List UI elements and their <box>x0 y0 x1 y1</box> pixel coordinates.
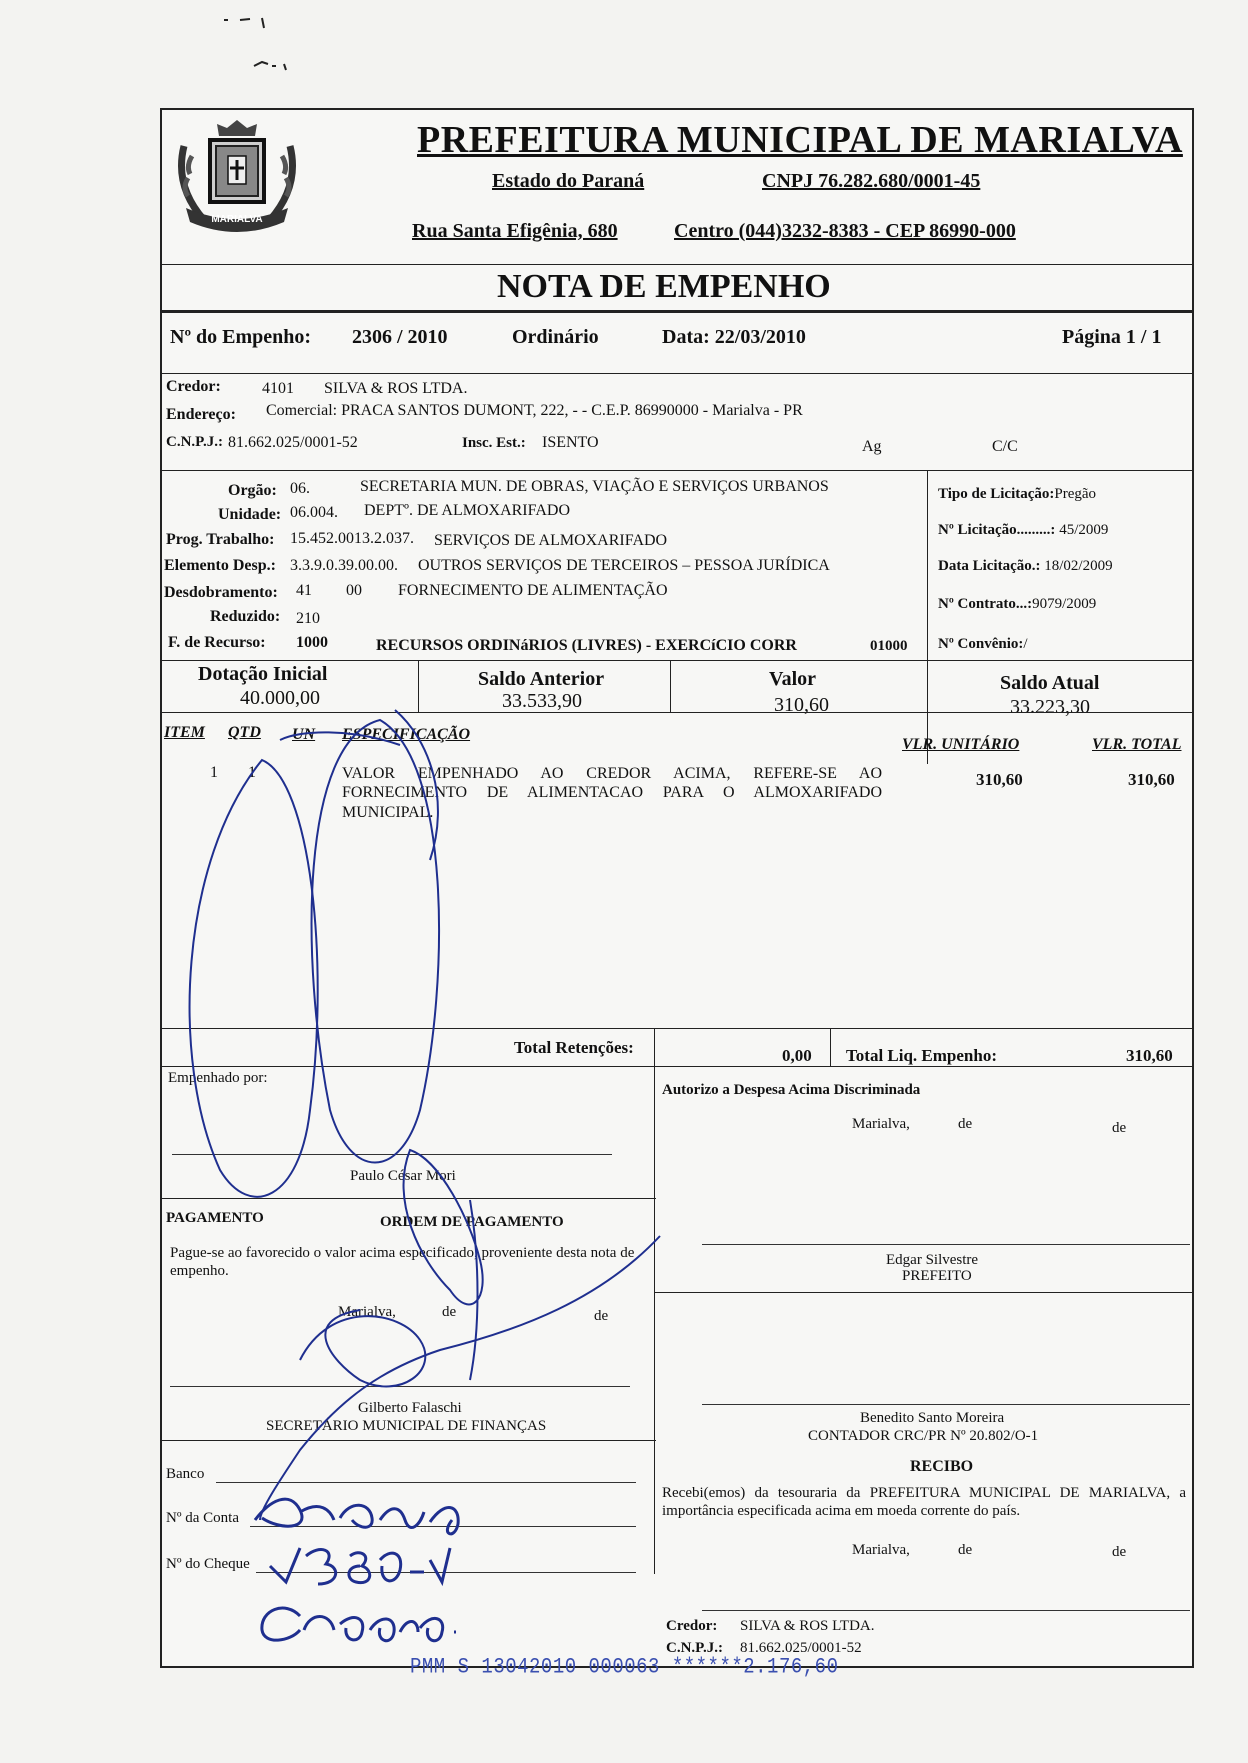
recurso-label: F. de Recurso: <box>168 634 266 651</box>
total-liquido-value: 310,60 <box>1126 1046 1173 1065</box>
col-especificacao: ESPECIFICAÇÃO <box>342 726 471 743</box>
reduzido-label: Reduzido: <box>210 608 281 625</box>
elemento-code: 3.3.9.0.39.00.00. <box>290 557 398 574</box>
pagamento-label: PAGAMENTO <box>166 1210 264 1226</box>
recibo-title: RECIBO <box>910 1458 974 1475</box>
recurso-value: RECURSOS ORDINáRIOS (LIVRES) - EXERCíCIO CORR <box>376 637 797 654</box>
recibo-cnpj-value: 81.662.025/0001-52 <box>740 1640 862 1656</box>
logo-banner-text: MARIALVA <box>211 214 263 225</box>
saldo-anterior-label: Saldo Anterior <box>478 668 605 690</box>
desdobramento-b: 00 <box>346 582 362 599</box>
prefeito-cargo: PREFEITO <box>902 1268 972 1284</box>
prefeito-nome: Edgar Silvestre <box>886 1252 979 1268</box>
item-number: 1 <box>210 764 218 781</box>
reduzido-value: 210 <box>296 610 320 627</box>
prog-value: SERVIÇOS DE ALMOXARIFADO <box>434 532 668 549</box>
coat-of-arms-logo <box>172 116 302 240</box>
item-qtd: 1 <box>248 764 256 781</box>
orgao-code: 06. <box>290 480 310 497</box>
credor-label: Credor: <box>166 378 221 395</box>
autorizo-de-2: de <box>1112 1120 1127 1136</box>
empenho-number: 2306 / 2010 <box>352 326 448 348</box>
recibo-text: Recebi(emos) da tesouraria da PREFEITURA MUNICIPAL DE MARIALVA, a importância especificada acima em moeda corrente do país. <box>662 1485 1186 1519</box>
col-vlr-total: VLR. TOTAL <box>1092 736 1182 753</box>
dotacao-inicial-label: Dotação Inicial <box>198 663 328 685</box>
page-number: Página 1 / 1 <box>1062 326 1162 348</box>
recurso-number: 01000 <box>870 638 908 654</box>
pagamento-de-1: de <box>442 1304 457 1320</box>
licitacao-tipo-label: Tipo de Licitação:Pregão <box>938 486 1097 502</box>
autorizo-marialva: Marialva, <box>852 1116 910 1132</box>
cnpj-header: CNPJ 76.282.680/0001-45 <box>762 170 981 192</box>
credor-name: SILVA & ROS LTDA. <box>324 380 468 397</box>
secretario-cargo: SECRETÁRIO MUNICIPAL DE FINANÇAS <box>266 1418 547 1434</box>
empenho-date: Data: 22/03/2010 <box>662 326 806 348</box>
item-specification-end: MUNICIPAL. <box>342 804 434 821</box>
cheque-label: Nº do Cheque <box>166 1556 250 1572</box>
unidade-value: DEPTº. DE ALMOXARIFADO <box>364 502 570 519</box>
col-item: ITEM <box>164 724 205 741</box>
item-total-value: 310,60 <box>1128 770 1175 789</box>
empenho-number-label: Nº do Empenho: <box>170 326 312 348</box>
desdobramento-label: Desdobramento: <box>164 584 278 601</box>
contact-header: Centro (044)3232-8383 - CEP 86990-000 <box>674 220 1016 242</box>
endereco-label: Endereço: <box>166 406 236 423</box>
empenho-type: Ordinário <box>512 326 599 348</box>
pagamento-de-2: de <box>594 1308 609 1324</box>
col-un: UN <box>292 726 316 743</box>
nota-empenho-form <box>160 108 1194 1668</box>
ag-label: Ag <box>862 438 882 455</box>
contador-nome: Benedito Santo Moreira <box>860 1410 1005 1426</box>
recibo-cnpj-label: C.N.P.J.: <box>666 1640 723 1656</box>
credor-code: 4101 <box>262 380 294 397</box>
pague-text: Pague-se ao favorecido o valor acima especificado, proveniente desta nota de empenho. <box>170 1245 635 1279</box>
empenhado-por-label: Empenhado por: <box>168 1070 268 1086</box>
orgao-label: Orgão: <box>228 482 277 499</box>
licitacao-data-label: Data Licitação.: 18/02/2009 <box>938 558 1113 574</box>
recibo-de-2: de <box>1112 1544 1127 1560</box>
contador-cargo: CONTADOR CRC/PR Nº 20.802/O-1 <box>808 1428 1039 1444</box>
licitacao-num-label: Nº Licitação.........: 45/2009 <box>938 522 1109 538</box>
recibo-marialva: Marialva, <box>852 1542 910 1558</box>
insc-label: Insc. Est.: <box>462 435 526 451</box>
saldo-atual-value: 33.223,30 <box>1010 696 1090 718</box>
contrato-label: Nº Contrato...:9079/2009 <box>938 596 1097 612</box>
unidade-code: 06.004. <box>290 504 338 521</box>
total-retencoes-label: Total Retenções: <box>514 1038 634 1057</box>
orgao-value: SECRETARIA MUN. DE OBRAS, VIAÇÃO E SERVIÇOS URBANOS <box>360 478 829 495</box>
valor-label: Valor <box>769 668 817 690</box>
saldo-atual-label: Saldo Atual <box>1000 672 1100 694</box>
prog-label: Prog. Trabalho: <box>166 531 275 548</box>
recibo-de-1: de <box>958 1542 973 1558</box>
total-liquido-label: Total Liq. Empenho: <box>846 1046 997 1065</box>
insc-value: ISENTO <box>542 434 599 451</box>
valor-value: 310,60 <box>774 694 829 716</box>
desdobramento-value: FORNECIMENTO DE ALIMENTAÇÃO <box>398 582 668 599</box>
cnpj-value: 81.662.025/0001-52 <box>228 434 358 451</box>
cnpj-label: C.N.P.J.: <box>166 434 223 450</box>
total-retencoes-value: 0,00 <box>782 1046 812 1065</box>
col-vlr-unitario: VLR. UNITÁRIO <box>902 736 1020 753</box>
recurso-code: 1000 <box>296 634 328 651</box>
unidade-label: Unidade: <box>218 506 282 523</box>
conta-label: Nº da Conta <box>166 1510 239 1526</box>
endereco-value: Comercial: PRACA SANTOS DUMONT, 222, - - C.E.P. 86990000 - Marialva - PR <box>266 402 803 419</box>
scan-marks <box>222 14 292 74</box>
item-unit-value: 310,60 <box>976 770 1023 789</box>
banco-label: Banco <box>166 1466 205 1482</box>
protocol-stamp: PMM S 13042010 000063 ******2.176,60 <box>410 1654 839 1680</box>
elemento-label: Elemento Desp.: <box>164 557 276 574</box>
document-title: NOTA DE EMPENHO <box>497 268 831 305</box>
saldo-anterior-value: 33.533,90 <box>502 690 582 712</box>
ordem-pagamento-label: ORDEM DE PAGAMENTO <box>380 1214 564 1230</box>
empenhado-nome: Paulo César Mori <box>350 1168 456 1184</box>
autorizo-de-1: de <box>958 1116 973 1132</box>
dotacao-inicial-value: 40.000,00 <box>240 687 320 709</box>
estado-label: Estado do Paraná <box>492 170 645 192</box>
elemento-value: OUTROS SERVIÇOS DE TERCEIROS – PESSOA JURÍDICA <box>418 557 830 574</box>
secretario-nome: Gilberto Falaschi <box>358 1400 462 1416</box>
prog-code: 15.452.0013.2.037. <box>290 530 414 547</box>
page-title: PREFEITURA MUNICIPAL DE MARIALVA <box>417 119 1183 161</box>
address-header: Rua Santa Efigênia, 680 <box>412 220 618 242</box>
desdobramento-a: 41 <box>296 582 312 599</box>
cc-label: C/C <box>992 438 1018 455</box>
col-qtd: QTD <box>228 724 261 741</box>
pagamento-marialva: Marialva, <box>338 1304 396 1320</box>
autorizo-label: Autorizo a Despesa Acima Discriminada <box>662 1082 921 1098</box>
item-specification: VALOR EMPENHADO AO CREDOR ACIMA, REFERE-SE AO FORNECIMENTO DE ALIMENTACAO PARA O ALMOXARIFADO <box>342 765 882 801</box>
convenio-label: Nº Convênio:/ <box>938 636 1028 652</box>
recibo-credor-value: SILVA & ROS LTDA. <box>740 1618 875 1634</box>
recibo-credor-label: Credor: <box>666 1618 718 1634</box>
